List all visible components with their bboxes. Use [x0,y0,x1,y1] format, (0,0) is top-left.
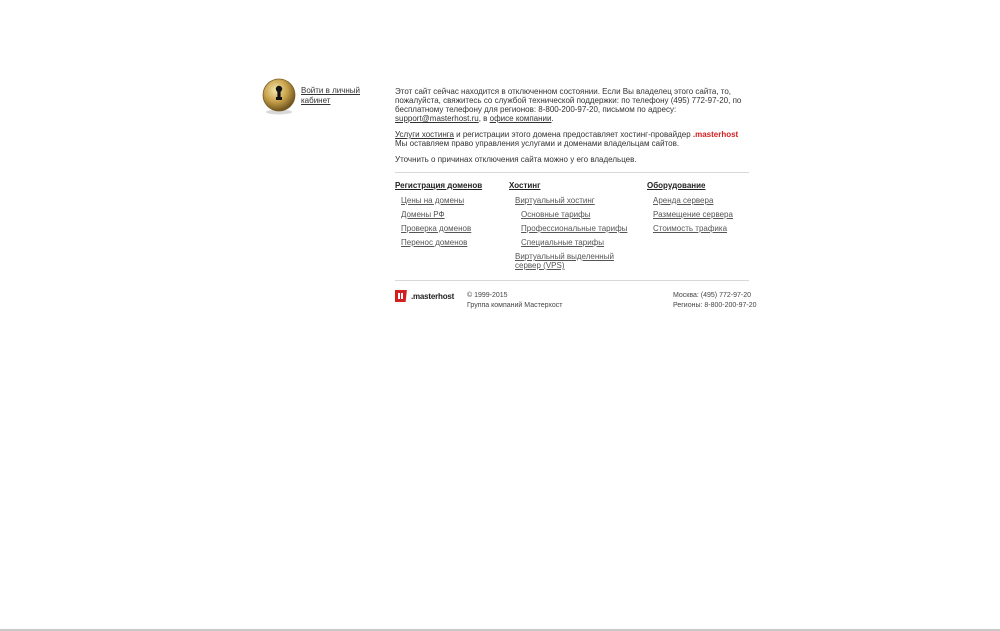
login-link[interactable]: Войти в личный кабинет [301,86,361,105]
server-rent-link[interactable]: Аренда сервера [653,196,714,205]
notice-paragraph-3: Уточнить о причинах отключения сайта можно у его владельцев. [395,155,637,164]
notice-p2-text: и регистрации этого домена предоставляет хостинг-провайдер [453,130,693,139]
basic-tariffs-link[interactable]: Основные тарифы [521,210,591,219]
notice-text [395,87,750,171]
domains-check-link[interactable]: Проверка доменов [401,224,472,233]
keyhole-icon[interactable] [262,77,296,115]
domains-transfer-link[interactable]: Перенос доменов [401,238,468,247]
divider-top [395,172,749,173]
support-email-link[interactable]: support@masterhost.ru [395,114,479,123]
hardware-heading-link[interactable]: Оборудование [647,181,706,190]
column-hosting [509,181,634,275]
domains-prices-link[interactable]: Цены на домены [401,196,465,205]
traffic-cost-link[interactable]: Стоимость трафика [653,224,728,233]
login-block [262,77,372,119]
column-hardware [647,181,733,238]
moscow-phone: Москва: (495) 772-97-20 [673,292,751,299]
copyright-block [467,291,562,311]
contacts-block [673,291,757,311]
regions-phone: Регионы: 8-800-200-97-20 [673,302,757,309]
logo-text: .masterhost [411,291,455,301]
notice-paragraph-2 [395,130,750,148]
notice-p1-end: . [551,114,554,123]
domains-heading-link[interactable]: Регистрация доменов [395,181,483,190]
pro-tariffs-link[interactable]: Профессиональные тарифы [521,224,628,233]
vps-link[interactable]: Виртуальный выделенный сервер (VPS) [515,252,614,270]
hosting-services-link[interactable]: Услуги хостинга [395,130,454,139]
virtual-hosting-link[interactable]: Виртуальный хостинг [515,196,595,205]
notice-p1-text: Этот сайт сейчас находится в отключенном состоянии. Если Вы владелец этого сайта, то, пожалуйста, свяжитесь со службой технической поддержки: по телефону (495) 772-97-20, по бесплатному телефону для регионов: 8-800-200-97-20, письмом по адресу: [395,87,742,114]
copyright-text: © 1999-2015 [467,292,508,299]
footer-logo[interactable] [395,289,454,303]
notice-p1-mid: , в [478,114,490,123]
notice-paragraph-1 [395,87,750,123]
group-text: Группа компаний Мастерхост [467,302,563,309]
notice-p2-end: Мы оставляем право управления услугами и доменами владельцам сайтов. [395,139,680,148]
divider-bottom [395,280,749,281]
domains-rf-link[interactable]: Домены РФ [401,210,445,219]
special-tariffs-link[interactable]: Специальные тарифы [521,238,605,247]
column-domains [395,181,482,252]
office-link[interactable]: офисе компании [489,114,552,123]
hosting-heading-link[interactable]: Хостинг [509,181,541,190]
brand-name: .masterhost [692,130,739,139]
keyhole-svg [262,77,296,115]
server-colocation-link[interactable]: Размещение сервера [653,210,733,219]
masterhost-logo-icon [395,289,409,303]
